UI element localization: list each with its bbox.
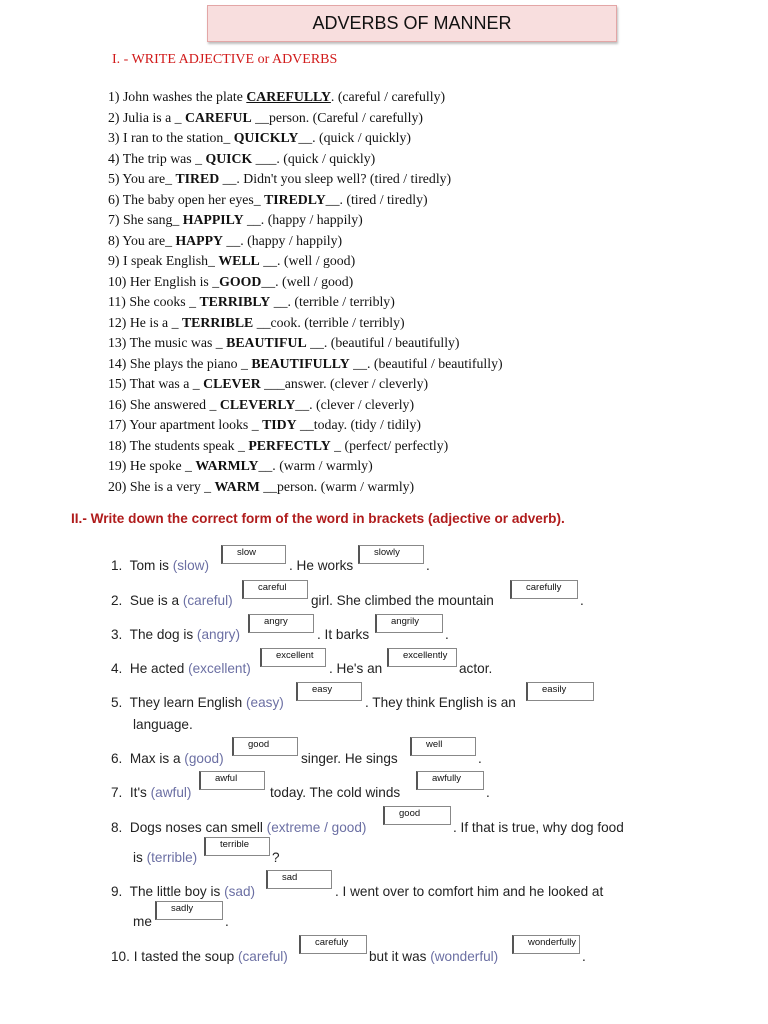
exercise2-text: . I went over to comfort him and he looked at bbox=[335, 884, 604, 899]
exercise1-item: 14) She plays the piano _ BEAUTIFULLY __. (beautiful / beautifully) bbox=[108, 355, 503, 371]
hint-word: (extreme / good) bbox=[266, 820, 367, 835]
exercise1-item: 2) Julia is a _ CAREFUL __person. (Careful / carefully) bbox=[108, 109, 423, 125]
exercise2-item: 7. It's (awful) bbox=[111, 785, 192, 800]
exercise2-text: today. The cold winds bbox=[270, 785, 401, 800]
answer-field[interactable]: terrible bbox=[204, 837, 270, 856]
answer: HAPPY bbox=[175, 232, 223, 248]
answer-field[interactable]: angrily bbox=[375, 614, 443, 633]
answer-field[interactable]: easily bbox=[526, 682, 594, 701]
exercise1-item: 8) You are_ HAPPY __. (happy / happily) bbox=[108, 232, 343, 248]
answer: GOOD bbox=[219, 273, 262, 289]
exercise1-item: 16) She answered _ CLEVERLY__. (clever / cleverly) bbox=[108, 396, 415, 412]
hint-word: (good) bbox=[184, 751, 224, 766]
exercise1-item: 5) You are_ TIRED __. Didn't you sleep well? (tired / tiredly) bbox=[108, 171, 452, 186]
page-title: ADVERBS OF MANNER bbox=[207, 5, 617, 42]
exercise2-text: language. bbox=[133, 717, 193, 732]
exercise2-item: 1. Tom is (slow) bbox=[111, 558, 209, 573]
exercise2-item: 3. The dog is (angry) bbox=[111, 627, 240, 642]
hint-word: (wonderful) bbox=[430, 949, 499, 964]
answer-field[interactable]: well bbox=[410, 737, 476, 756]
exercise1-item: 7) She sang_ HAPPILY __. (happy / happily) bbox=[108, 212, 363, 227]
section2-heading: II.- Write down the correct form of the word in brackets (adjective or adverb). bbox=[71, 511, 565, 526]
exercise2-text: . bbox=[580, 593, 584, 608]
answer-field[interactable]: careful bbox=[242, 580, 308, 599]
exercise2-item: 5. They learn English (easy) bbox=[111, 695, 284, 710]
answer: WELL bbox=[218, 253, 260, 268]
answer-field[interactable]: awful bbox=[199, 771, 265, 790]
exercise2-text: . bbox=[478, 751, 482, 766]
answer-field[interactable]: easy bbox=[296, 682, 362, 701]
exercise1-item: 15) That was a _ CLEVER ___answer. (clever / cleverly) bbox=[108, 376, 429, 391]
answer-field[interactable]: sad bbox=[266, 870, 332, 889]
answer-field[interactable]: carefully bbox=[510, 580, 578, 599]
section1-heading-or: or bbox=[257, 52, 270, 67]
answer: TERRIBLE bbox=[181, 314, 254, 330]
answer: BEAUTIFULLY bbox=[251, 355, 350, 371]
exercise2-text: . He works bbox=[289, 558, 354, 573]
answer-field[interactable]: good bbox=[383, 806, 451, 825]
exercise2-item: 4. He acted (excellent) bbox=[111, 661, 251, 676]
answer: CLEVER bbox=[203, 376, 261, 391]
exercise2-text: ? bbox=[272, 850, 280, 865]
exercise2-item: 9. The little boy is (sad) bbox=[111, 884, 256, 899]
section1-heading bbox=[112, 52, 337, 68]
exercise1-item: 3) I ran to the station_ QUICKLY__. (quick / quickly) bbox=[108, 130, 412, 145]
section1-list bbox=[108, 87, 503, 497]
exercise2-text: . It barks bbox=[317, 627, 370, 642]
answer: PERFECTLY bbox=[248, 437, 331, 453]
answer: TIRED bbox=[175, 171, 220, 186]
answer: WARMLY bbox=[195, 458, 259, 473]
hint-word: (sad) bbox=[224, 884, 256, 899]
answer: TERRIBLY bbox=[199, 294, 271, 309]
answer-field[interactable]: excellently bbox=[387, 648, 457, 667]
exercise1-item: 1) John washes the plate CAREFULLY. (careful / carefully) bbox=[108, 89, 446, 104]
exercise1-item: 20) She is a very _ WARM __person. (warm / warmly) bbox=[108, 478, 415, 494]
exercise1-item: 11) She cooks _ TERRIBLY __. (terrible / terribly) bbox=[108, 294, 395, 309]
exercise1-item: 10) Her English is _GOOD__. (well / good) bbox=[108, 273, 354, 289]
hint-word: (slow) bbox=[172, 558, 209, 573]
answer-field[interactable]: wonderfully bbox=[512, 935, 580, 954]
exercise1-item: 19) He spoke _ WARMLY__. (warm / warmly) bbox=[108, 458, 373, 473]
answer-field[interactable]: good bbox=[232, 737, 298, 756]
answer-field[interactable]: slowly bbox=[358, 545, 424, 564]
exercise1-item: 17) Your apartment looks _ TIDY __today. (tidy / tidily) bbox=[108, 417, 421, 432]
section1-heading-part2: ADVERBS bbox=[269, 52, 338, 67]
exercise2-text: actor. bbox=[459, 661, 493, 676]
exercise1-item: 9) I speak English_ WELL __. (well / good) bbox=[108, 253, 356, 268]
hint-word: (terrible) bbox=[146, 850, 198, 865]
answer: CAREFULLY bbox=[246, 89, 331, 104]
answer: CAREFUL bbox=[185, 109, 252, 125]
exercise2-text: . He's an bbox=[329, 661, 383, 676]
exercise2-text: me bbox=[133, 914, 152, 929]
answer: HAPPILY bbox=[182, 212, 244, 227]
answer-field[interactable]: angry bbox=[248, 614, 314, 633]
answer: CLEVERLY bbox=[219, 396, 296, 412]
answer-field[interactable]: slow bbox=[221, 545, 286, 564]
answer-field[interactable]: sadly bbox=[155, 901, 223, 920]
hint-word: (awful) bbox=[150, 785, 192, 800]
hint-word: (careful) bbox=[182, 593, 233, 608]
exercise1-item: 4) The trip was _ QUICK ___. (quick / quickly) bbox=[108, 150, 376, 166]
exercise2-text: . bbox=[445, 627, 449, 642]
hint-word: (angry) bbox=[196, 627, 240, 642]
exercise2-item: 2. Sue is a (careful) bbox=[111, 593, 233, 608]
answer-field[interactable]: carefuly bbox=[299, 935, 367, 954]
exercise1-item: 18) The students speak _ PERFECTLY _ (perfect/ perfectly) bbox=[108, 437, 449, 453]
exercise2-text: singer. He sings bbox=[301, 751, 398, 766]
hint-word: (easy) bbox=[246, 695, 284, 710]
exercise2-text: is (terrible) bbox=[133, 850, 198, 865]
exercise1-item: 12) He is a _ TERRIBLE __cook. (terrible / terribly) bbox=[108, 314, 405, 330]
exercise2-item: 6. Max is a (good) bbox=[111, 751, 224, 766]
exercise2-text: . bbox=[225, 914, 229, 929]
exercise1-item: 13) The music was _ BEAUTIFUL __. (beautiful / beautifully) bbox=[108, 335, 460, 350]
exercise2-item: 10. I tasted the soup (careful) bbox=[111, 949, 288, 964]
exercise2-text: . bbox=[582, 949, 586, 964]
exercise1-item: 6) The baby open her eyes_ TIREDLY__. (tired / tiredly) bbox=[108, 191, 428, 207]
section1-heading-part1: I. - WRITE ADJECTIVE bbox=[112, 52, 258, 67]
answer: QUICK bbox=[205, 150, 253, 166]
exercise2-item: 8. Dogs noses can smell (extreme / good) bbox=[111, 820, 367, 835]
exercise2-text: girl. She climbed the mountain bbox=[311, 593, 494, 608]
exercise2-text: but it was (wonderful) bbox=[369, 949, 499, 964]
answer: TIDY bbox=[262, 417, 297, 432]
answer-field[interactable]: excellent bbox=[260, 648, 326, 667]
exercise2-text: . bbox=[486, 785, 490, 800]
exercise2-text: . bbox=[426, 558, 430, 573]
answer-field[interactable]: awfully bbox=[416, 771, 484, 790]
exercise2-text: . They think English is an bbox=[365, 695, 516, 710]
hint-word: (excellent) bbox=[188, 661, 251, 676]
answer: WARM bbox=[214, 478, 260, 494]
answer: BEAUTIFUL bbox=[226, 335, 307, 350]
exercise2-text: . If that is true, why dog food bbox=[453, 820, 624, 835]
hint-word: (careful) bbox=[237, 949, 288, 964]
answer: TIREDLY bbox=[264, 191, 326, 207]
answer: QUICKLY bbox=[233, 130, 299, 145]
